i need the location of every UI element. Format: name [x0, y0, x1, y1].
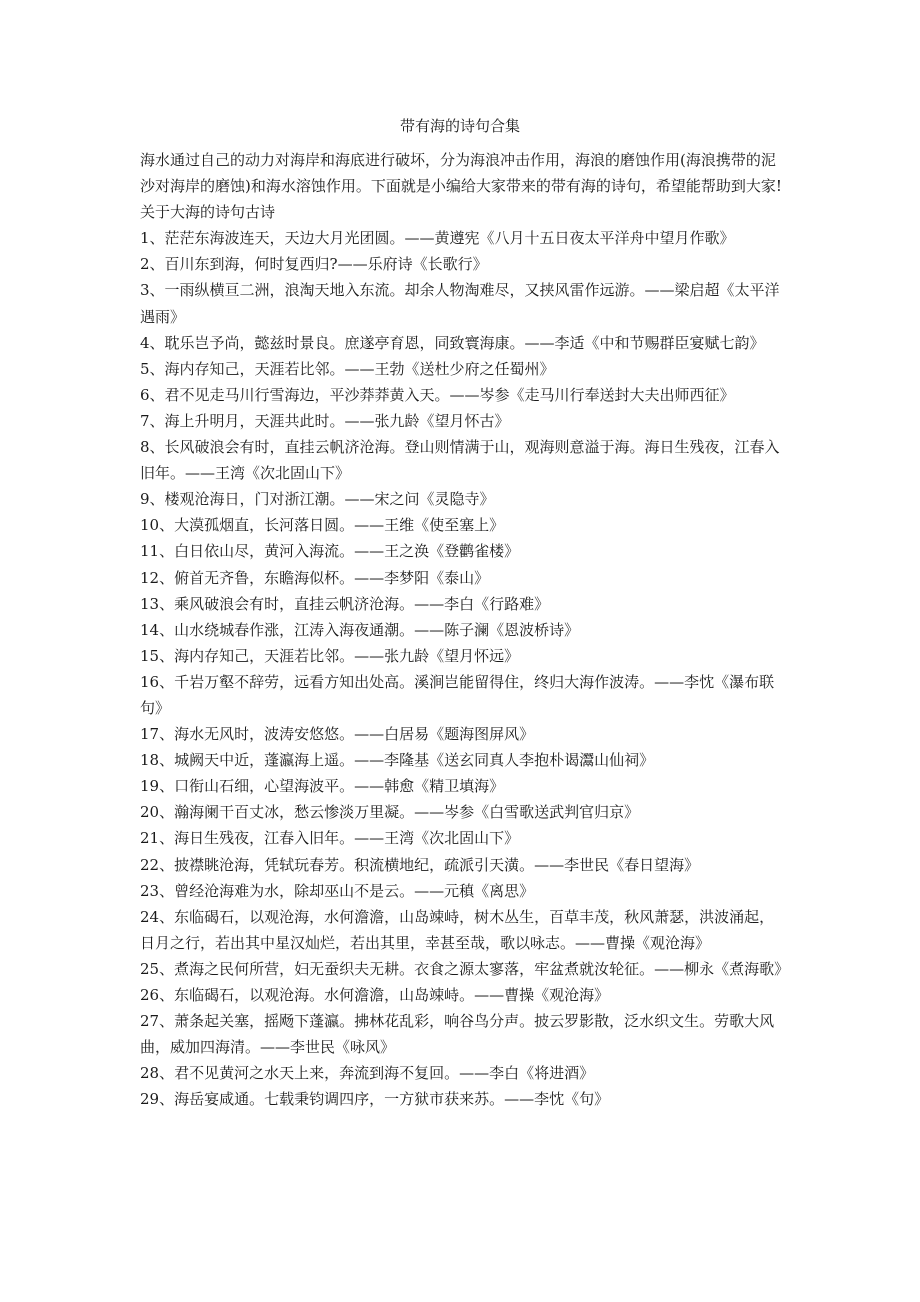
poem-item-23: 23、曾经沧海难为水，除却巫山不是云。——元稹《离思》 [140, 881, 535, 900]
poem-item-10: 10、大漠孤烟直，长河落日圆。——王维《使至塞上》 [140, 516, 505, 535]
poem-item-7: 7、海上升明月，天涯共此时。——张九龄《望月怀古》 [140, 411, 510, 430]
poem-item-24: 24、东临碣石，以观沧海，水何澹澹，山岛竦峙，树木丛生，百草丰茂，秋风萧瑟，洪波涌起，日月之行，若出其中星汉灿烂，若出其里，幸甚至哉，歌以咏志。——曹操《观沧海》 [140, 907, 775, 952]
intro-paragraph: 海水通过自己的动力对海岸和海底进行破坏，分为海浪冲击作用，海浪的磨蚀作用(海浪携带的泥沙对海岸的磨蚀)和海水溶蚀作用。下面就是小编给大家带来的带有海的诗句，希望能帮助到大家! [140, 151, 782, 196]
poem-item-20: 20、瀚海阑干百丈冰，愁云惨淡万里凝。——岑参《白雪歌送武判官归京》 [140, 803, 640, 822]
poem-item-13: 13、乘风破浪会有时，直挂云帆济沧海。——李白《行路难》 [140, 594, 550, 613]
poem-item-18: 18、城阙天中近，蓬瀛海上遥。——李隆基《送玄同真人李抱朴谒灊山仙祠》 [140, 751, 655, 770]
poem-item-16: 16、千岩万壑不辞劳，远看方知出处高。溪涧岂能留得住，终归大海作波涛。——李忱《瀑布联句》 [140, 672, 775, 717]
poem-item-9: 9、楼观沧海日，门对浙江潮。——宋之问《灵隐寺》 [140, 490, 495, 509]
poem-item-6: 6、君不见走马川行雪海边，平沙莽莽黄入天。——岑参《走马川行奉送封大夫出师西征》 [140, 385, 735, 404]
poem-item-26: 26、东临碣石，以观沧海。水何澹澹，山岛竦峙。——曹操《观沧海》 [140, 986, 610, 1004]
poem-item-11: 11、白日依山尽，黄河入海流。——王之涣《登鹳雀楼》 [140, 542, 520, 561]
poem-item-12: 12、俯首无齐鲁，东瞻海似杯。——李梦阳《泰山》 [140, 568, 490, 587]
poem-item-19: 19、口衔山石细，心望海波平。——韩愈《精卫填海》 [140, 777, 505, 796]
poem-item-1: 1、茫茫东海波连天，天边大月光团圆。——黄遵宪《八月十五日夜太平洋舟中望月作歌》 [140, 229, 735, 248]
poem-item-15: 15、海内存知己，天涯若比邻。——张九龄《望月怀远》 [140, 646, 520, 665]
poem-item-22: 22、披襟眺沧海，凭轼玩春芳。积流横地纪，疏派引天潢。——李世民《春日望海》 [140, 855, 700, 874]
poem-list [140, 225, 788, 1112]
poem-item-2: 2、百川东到海，何时复西归?——乐府诗《长歌行》 [140, 255, 488, 274]
poem-item-21: 21、海日生残夜，江春入旧年。——王湾《次北固山下》 [140, 829, 520, 848]
poem-item-25: 25、煮海之民何所营，妇无蚕织夫无耕。衣食之源太寥落，牢盆煮就汝轮征。——柳永《煮海歌》 [140, 959, 790, 978]
section-heading: 关于大海的诗句古诗 [140, 203, 276, 222]
poem-item-3: 3、一雨纵横亘二洲，浪淘天地入东流。却余人物淘难尽，又挟风雷作远游。——梁启超《太平洋遇雨》 [140, 281, 780, 326]
document-body [140, 147, 788, 1112]
poem-item-8: 8、长风破浪会有时，直挂云帆济沧海。登山则情满于山，观海则意溢于海。海日生残夜，江春入旧年。——王湾《次北固山下》 [140, 438, 780, 483]
poem-item-5: 5、海内存知己，天涯若比邻。——王勃《送杜少府之任蜀州》 [140, 359, 555, 378]
poem-item-27: 27、萧条起关塞，摇飏下蓬瀛。拂林花乱彩，响谷鸟分声。披云罗影散，泛水织文生。劳歌大风曲，威加四海清。——李世民《咏风》 [140, 1012, 775, 1057]
document-title: 带有海的诗句合集 [399, 117, 520, 135]
poem-item-14: 14、山水绕城春作涨，江涛入海夜通潮。——陈子澜《恩波桥诗》 [140, 620, 580, 639]
poem-item-4: 4、耽乐岂予尚，懿兹时景良。庶遂亭育恩，同致寰海康。——李适《中和节赐群臣宴赋七韵》 [140, 333, 765, 352]
poem-item-17: 17、海水无风时，波涛安悠悠。——白居易《题海图屏风》 [140, 725, 535, 744]
poem-item-29: 29、海岳宴咸通。七载秉钧调四序，一方狱市获来苏。——李忱《句》 [140, 1090, 610, 1109]
poem-item-28: 28、君不见黄河之水天上来，奔流到海不复回。——李白《将进酒》 [140, 1064, 595, 1083]
